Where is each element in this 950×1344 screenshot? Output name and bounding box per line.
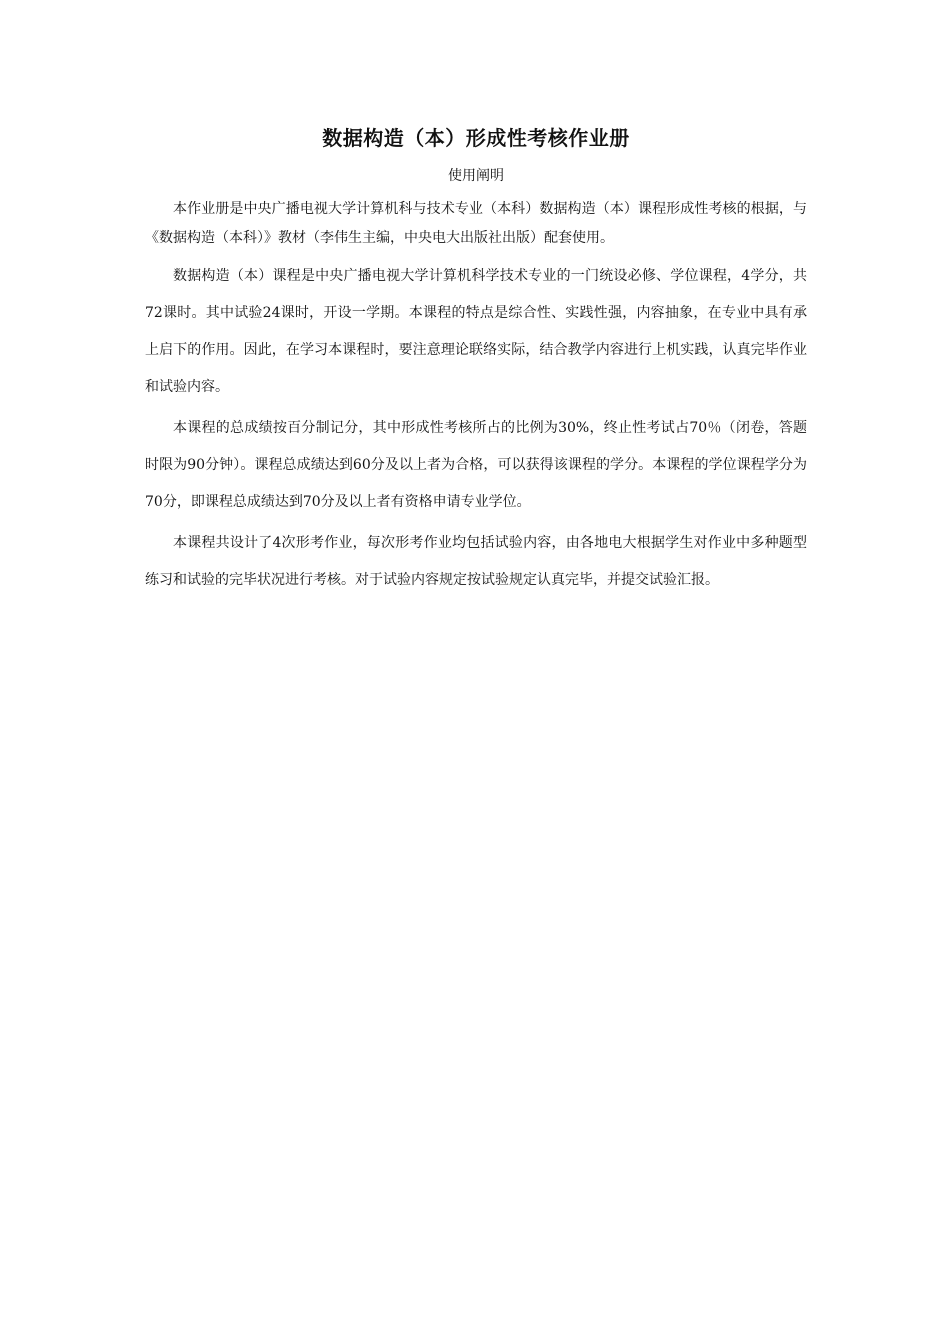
paragraph-grading: 本课程的总成绩按百分制记分，其中形成性考核所占的比例为30%，终止性考试占70％（闭卷，答题时限为90分钟）。课程总成绩达到60分及以上者为合格，可以获得该课程的学分。本课程的学位课程学分为70分，即课程总成绩达到70分及以上者有资格申请专业学位。 — [145, 420, 807, 510]
paragraph-course-overview: 数据构造（本）课程是中央广播电视大学计算机科学技术专业的一门统设必修、学位课程，4学分，共72课时。其中试验24课时，开设一学期。本课程的特点是综合性、实践性强，内容抽象，在专业中具有承上启下的作用。因此，在学习本课程时，要注意理论联络实际，结合教学内容进行上机实践，认真完毕作业和试验内容。 — [145, 268, 807, 395]
document-body — [145, 121, 807, 603]
paragraph-assignments: 本课程共设计了4次形考作业，每次形考作业均包括试验内容，由各地电大根据学生对作业中多种题型练习和试验的完毕状况进行考核。对于试验内容规定按试验规定认真完毕，并提交试验汇报。 — [145, 535, 807, 588]
document-subtitle: 使用阐明 — [448, 168, 504, 184]
paragraph-intro: 本作业册是中央广播电视大学计算机科与技术专业（本科）数据构造（本）课程形成性考核的根据，与《数据构造（本科）》教材（李伟生主编，中央电大出版社出版）配套使用。 — [145, 201, 807, 246]
document-title: 数据构造（本）形成性考核作业册 — [322, 126, 630, 150]
